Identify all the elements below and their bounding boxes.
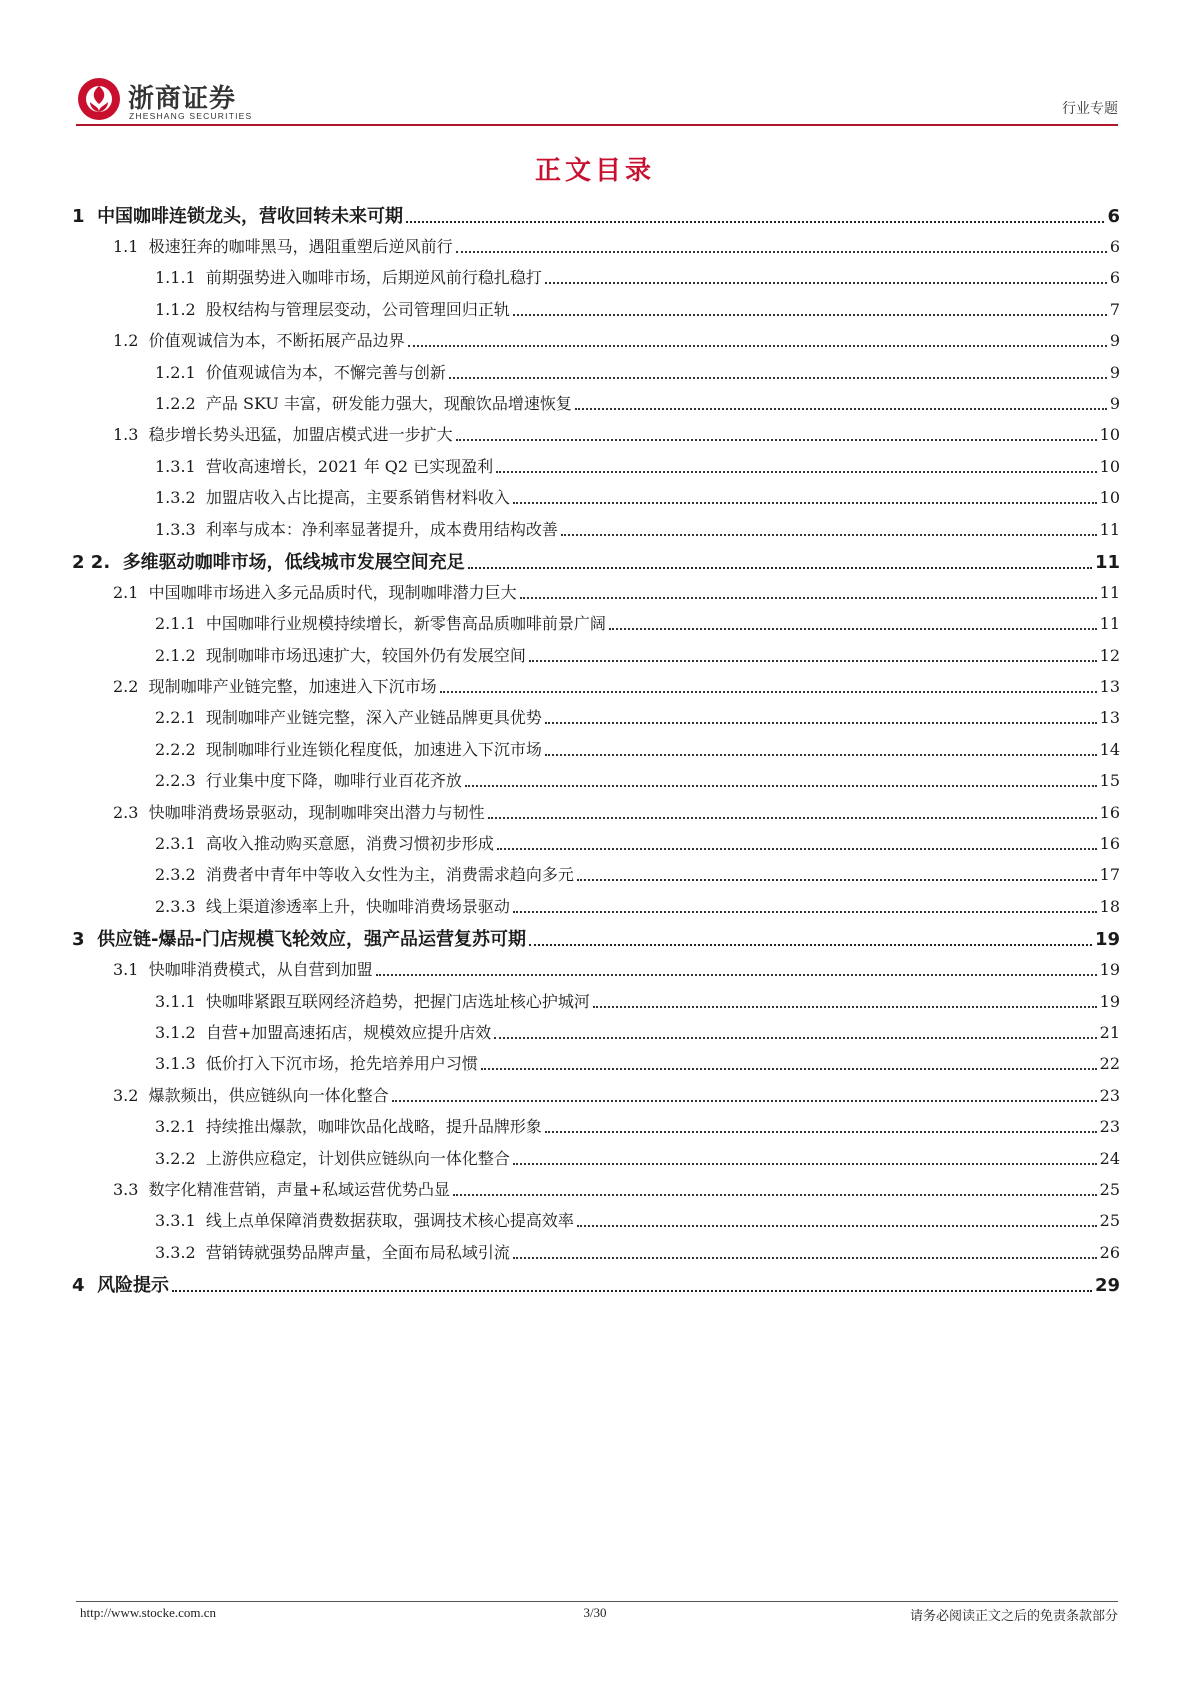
toc-dot-leader [575, 408, 1107, 410]
toc-dot-leader [465, 785, 1097, 787]
toc-entry[interactable] [72, 1084, 1120, 1106]
toc-entry-number: 1.2.1 [155, 362, 206, 382]
toc-entry[interactable] [72, 990, 1120, 1012]
footer-disclaimer: 请务必阅读正文之后的免责条款部分 [909, 1609, 1118, 1624]
toc-entry-number: 1.3.2 [155, 488, 206, 508]
toc-entry-page: 6 [1109, 237, 1120, 256]
toc-entry[interactable] [72, 266, 1120, 288]
page-title: 正文目录 [534, 156, 655, 186]
toc-entry-page: 6 [1107, 206, 1120, 227]
toc-dot-leader [468, 567, 1092, 569]
toc-entry[interactable] [72, 895, 1120, 917]
toc-dot-leader [520, 597, 1097, 599]
toc-entry-page: 10 [1099, 488, 1120, 508]
toc-entry-label: 风险提示 [97, 1275, 170, 1297]
toc-entry-number: 2.3 [113, 802, 149, 822]
toc-entry[interactable] [72, 644, 1120, 666]
toc-dot-leader [545, 1131, 1097, 1133]
toc-entry-number: 1 [72, 206, 98, 227]
toc-entry-number: 2.2.2 [155, 739, 206, 759]
toc-entry[interactable] [72, 518, 1120, 540]
toc-entry-page: 11 [1099, 614, 1120, 634]
toc-dot-leader [494, 1037, 1096, 1039]
toc-entry-page: 14 [1099, 739, 1120, 759]
toc-entry[interactable] [72, 1115, 1120, 1137]
toc-entry[interactable] [72, 1272, 1120, 1296]
toc-entry-label: 快咖啡紧跟互联网经济趋势，把握门店选址核心护城河 [205, 991, 590, 1011]
toc-entry-page: 13 [1099, 677, 1120, 697]
toc-entry[interactable] [72, 329, 1120, 351]
toc-entry-label: 前期强势进入咖啡市场，后期逆风前行稳扎稳打 [205, 268, 542, 288]
toc-dot-leader [545, 754, 1097, 756]
toc-entry-label: 现制咖啡产业链完整，加速进入下沉市场 [148, 677, 437, 697]
toc-entry-number: 1.3 [113, 425, 149, 445]
toc-entry[interactable] [72, 235, 1120, 257]
toc-entry-page: 22 [1099, 1054, 1120, 1074]
company-name-en: ZHESHANG SECURITIES [129, 111, 253, 121]
toc-entry-label: 线上点单保障消费数据获取，强调技术核心提高效率 [205, 1211, 574, 1231]
toc-entry-page: 18 [1099, 896, 1120, 916]
toc-entry-page: 9 [1109, 393, 1120, 413]
toc-entry-label: 高收入推动购买意愿，消费习惯初步形成 [205, 834, 494, 854]
toc-entry-page: 16 [1099, 834, 1120, 854]
page-header [76, 76, 1118, 128]
toc-dot-leader [529, 660, 1097, 662]
toc-entry[interactable] [72, 1021, 1120, 1043]
toc-entry[interactable] [72, 361, 1120, 383]
toc-entry-label: 快咖啡消费场景驱动，现制咖啡突出潜力与韧性 [148, 802, 485, 822]
toc-dot-leader [392, 1100, 1097, 1102]
toc-entry[interactable] [72, 958, 1120, 980]
toc-entry-number: 3.2 [113, 1085, 149, 1105]
toc-entry-label: 营销铸就强势品牌声量，全面布局私域引流 [205, 1242, 510, 1262]
toc-entry-page: 11 [1099, 582, 1120, 602]
toc-dot-leader [453, 1194, 1097, 1196]
toc-entry-number: 1.3.3 [155, 519, 206, 539]
toc-entry-page: 12 [1099, 645, 1120, 665]
toc-entry-page: 29 [1094, 1275, 1120, 1297]
toc-entry-label: 股权结构与管理层变动，公司管理回归正轨 [205, 299, 510, 319]
toc-dot-leader [456, 439, 1097, 441]
toc-entry[interactable] [72, 1178, 1120, 1200]
toc-entry-page: 11 [1099, 519, 1120, 539]
table-of-contents [72, 203, 1120, 1304]
toc-dot-leader [545, 722, 1097, 724]
toc-dot-leader [488, 817, 1097, 819]
toc-entry-label: 现制咖啡行业连锁化程度低，加速进入下沉市场 [205, 739, 542, 759]
toc-entry-label: 中国咖啡行业规模持续增长，新零售高品质咖啡前景广阔 [205, 614, 606, 634]
toc-entry-label: 极速狂奔的咖啡黑马，遇阻重塑后逆风前行 [148, 237, 453, 256]
header-divider [76, 124, 1118, 126]
toc-dot-leader [456, 251, 1107, 253]
toc-entry-page: 11 [1094, 551, 1120, 573]
toc-entry[interactable] [72, 612, 1120, 634]
toc-entry[interactable] [72, 1241, 1120, 1263]
toc-entry-number: 2.2.3 [155, 771, 206, 791]
toc-entry[interactable] [72, 863, 1120, 885]
company-name-cn: 浙商证券 [128, 84, 237, 114]
toc-entry-label: 稳步增长势头迅猛，加盟店模式进一步扩大 [148, 425, 453, 445]
toc-entry-label: 产品 SKU 丰富，研发能力强大，现酿饮品增速恢复 [205, 393, 572, 413]
toc-entry-page: 19 [1099, 991, 1120, 1011]
toc-entry-number: 1.3.1 [155, 456, 206, 476]
toc-entry[interactable] [72, 486, 1120, 508]
toc-entry-label: 多维驱动咖啡市场，低线城市发展空间充足 [122, 551, 465, 573]
toc-entry-number: 3.1.2 [155, 1022, 206, 1042]
toc-dot-leader [513, 314, 1107, 316]
toc-entry[interactable] [72, 738, 1120, 760]
toc-entry-page: 13 [1099, 708, 1120, 728]
toc-entry[interactable] [72, 926, 1120, 950]
toc-entry[interactable] [72, 675, 1120, 697]
toc-entry-number: 3.1 [113, 960, 149, 980]
toc-dot-leader [545, 282, 1107, 284]
toc-entry-label: 低价打入下沉市场，抢先培养用户习惯 [205, 1054, 478, 1074]
toc-entry-label: 快咖啡消费模式，从自营到加盟 [148, 960, 373, 980]
toc-dot-leader [529, 944, 1092, 946]
toc-entry-number: 1.2.2 [155, 393, 206, 413]
toc-entry[interactable] [72, 832, 1120, 854]
toc-entry-page: 17 [1099, 865, 1120, 885]
toc-entry-number: 2 2. [72, 551, 123, 573]
toc-entry-label: 现制咖啡市场迅速扩大，较国外仍有发展空间 [205, 645, 526, 665]
zheshang-logo-icon [76, 76, 122, 122]
toc-entry[interactable] [72, 423, 1120, 445]
toc-entry-label: 行业集中度下降，咖啡行业百花齐放 [205, 771, 462, 791]
footer-url[interactable]: http://www.stocke.com.cn [80, 1605, 216, 1620]
toc-entry-page: 10 [1099, 456, 1120, 476]
toc-entry-page: 7 [1109, 299, 1120, 319]
toc-entry[interactable] [72, 203, 1120, 227]
toc-entry-page: 24 [1099, 1148, 1120, 1168]
toc-entry-label: 自营+加盟高速拓店，规模效应提升店效 [205, 1022, 492, 1042]
toc-entry-number: 2.2.1 [155, 708, 206, 728]
toc-entry-number: 2.3.1 [155, 834, 206, 854]
toc-entry-label: 供应链-爆品-门店规模飞轮效应，强产品运营复苏可期 [97, 929, 527, 951]
toc-entry-number: 3.1.3 [155, 1054, 206, 1074]
toc-entry-number: 1.1 [113, 237, 149, 256]
toc-entry-number: 3.1.1 [155, 991, 206, 1011]
toc-entry-number: 4 [72, 1275, 98, 1297]
toc-entry-number: 1.1.1 [155, 268, 206, 288]
toc-dot-leader [513, 1163, 1097, 1165]
toc-dot-leader [577, 879, 1097, 881]
toc-dot-leader [408, 345, 1107, 347]
toc-entry[interactable] [72, 392, 1120, 414]
toc-entry-number: 2.3.3 [155, 896, 206, 916]
toc-entry[interactable] [72, 455, 1120, 477]
toc-entry-number: 3.3.2 [155, 1242, 206, 1262]
toc-entry-label: 利率与成本：净利率显著提升，成本费用结构改善 [205, 519, 558, 539]
toc-dot-leader [449, 377, 1107, 379]
toc-entry-number: 3.2.1 [155, 1117, 206, 1137]
toc-entry-page: 26 [1099, 1242, 1120, 1262]
toc-entry[interactable] [72, 581, 1120, 603]
toc-entry[interactable] [72, 298, 1120, 320]
toc-entry-label: 爆款频出，供应链纵向一体化整合 [148, 1085, 389, 1105]
toc-entry-label: 价值观诚信为本，不断拓展产品边界 [148, 331, 405, 351]
toc-entry-label: 中国咖啡连锁龙头，营收回转未来可期 [97, 206, 404, 227]
toc-dot-leader [577, 1225, 1097, 1227]
toc-dot-leader [406, 221, 1104, 223]
toc-entry-page: 6 [1109, 268, 1120, 288]
toc-entry-number: 2.1 [113, 582, 149, 602]
toc-entry-page: 9 [1109, 331, 1120, 351]
toc-entry-page: 23 [1099, 1085, 1120, 1105]
toc-entry-number: 3.3.1 [155, 1211, 206, 1231]
toc-entry-number: 3 [72, 929, 98, 951]
toc-dot-leader [513, 502, 1097, 504]
toc-entry-number: 2.2 [113, 677, 149, 697]
toc-dot-leader [497, 848, 1097, 850]
toc-entry-label: 价值观诚信为本，不懈完善与创新 [205, 362, 446, 382]
toc-entry-page: 21 [1099, 1022, 1120, 1042]
toc-dot-leader [481, 1068, 1097, 1070]
toc-entry-number: 2.1.2 [155, 645, 206, 665]
toc-entry-page: 16 [1099, 802, 1120, 822]
report-type: 行业专题 [1062, 101, 1118, 117]
toc-dot-leader [561, 534, 1097, 536]
toc-entry-label: 现制咖啡产业链完整，深入产业链品牌更具优势 [205, 708, 542, 728]
toc-entry[interactable] [72, 769, 1120, 791]
toc-dot-leader [440, 691, 1097, 693]
toc-entry[interactable] [72, 706, 1120, 728]
toc-entry[interactable] [72, 1209, 1120, 1231]
toc-dot-leader [376, 974, 1097, 976]
toc-entry-page: 25 [1099, 1179, 1120, 1199]
footer-divider [76, 1601, 1118, 1602]
toc-entry-number: 1.1.2 [155, 299, 206, 319]
toc-entry-page: 25 [1099, 1211, 1120, 1231]
toc-entry[interactable] [72, 1052, 1120, 1074]
page-number: 3/30 [583, 1605, 607, 1620]
toc-entry-label: 数字化精准营销，声量+私域运营优势凸显 [148, 1179, 451, 1199]
toc-entry-label: 持续推出爆款，咖啡饮品化战略，提升品牌形象 [205, 1117, 542, 1137]
toc-dot-leader [496, 471, 1096, 473]
toc-dot-leader [513, 1257, 1097, 1259]
toc-entry[interactable] [72, 801, 1120, 823]
toc-entry-number: 3.3 [113, 1179, 149, 1199]
toc-entry-label: 加盟店收入占比提高，主要系销售材料收入 [205, 488, 510, 508]
toc-entry-page: 10 [1099, 425, 1120, 445]
toc-entry-number: 1.2 [113, 331, 149, 351]
toc-dot-leader [609, 628, 1097, 630]
toc-entry[interactable] [72, 1147, 1120, 1169]
toc-entry-page: 19 [1099, 960, 1120, 980]
toc-dot-leader [593, 1006, 1097, 1008]
toc-entry-label: 营收高速增长，2021 年 Q2 已实现盈利 [205, 456, 494, 476]
toc-entry-page: 9 [1109, 362, 1120, 382]
toc-entry-label: 上游供应稳定，计划供应链纵向一体化整合 [205, 1148, 510, 1168]
toc-entry[interactable] [72, 549, 1120, 573]
toc-entry-page: 15 [1099, 771, 1120, 791]
toc-entry-page: 19 [1094, 929, 1120, 951]
toc-dot-leader [513, 911, 1097, 913]
toc-entry-label: 中国咖啡市场进入多元品质时代，现制咖啡潜力巨大 [148, 582, 517, 602]
toc-entry-label: 线上渠道渗透率上升，快咖啡消费场景驱动 [205, 896, 510, 916]
toc-entry-number: 2.1.1 [155, 614, 206, 634]
toc-entry-label: 消费者中青年中等收入女性为主，消费需求趋向多元 [205, 865, 574, 885]
toc-entry-number: 2.3.2 [155, 865, 206, 885]
toc-entry-number: 3.2.2 [155, 1148, 206, 1168]
toc-dot-leader [172, 1290, 1092, 1292]
toc-entry-page: 23 [1099, 1117, 1120, 1137]
